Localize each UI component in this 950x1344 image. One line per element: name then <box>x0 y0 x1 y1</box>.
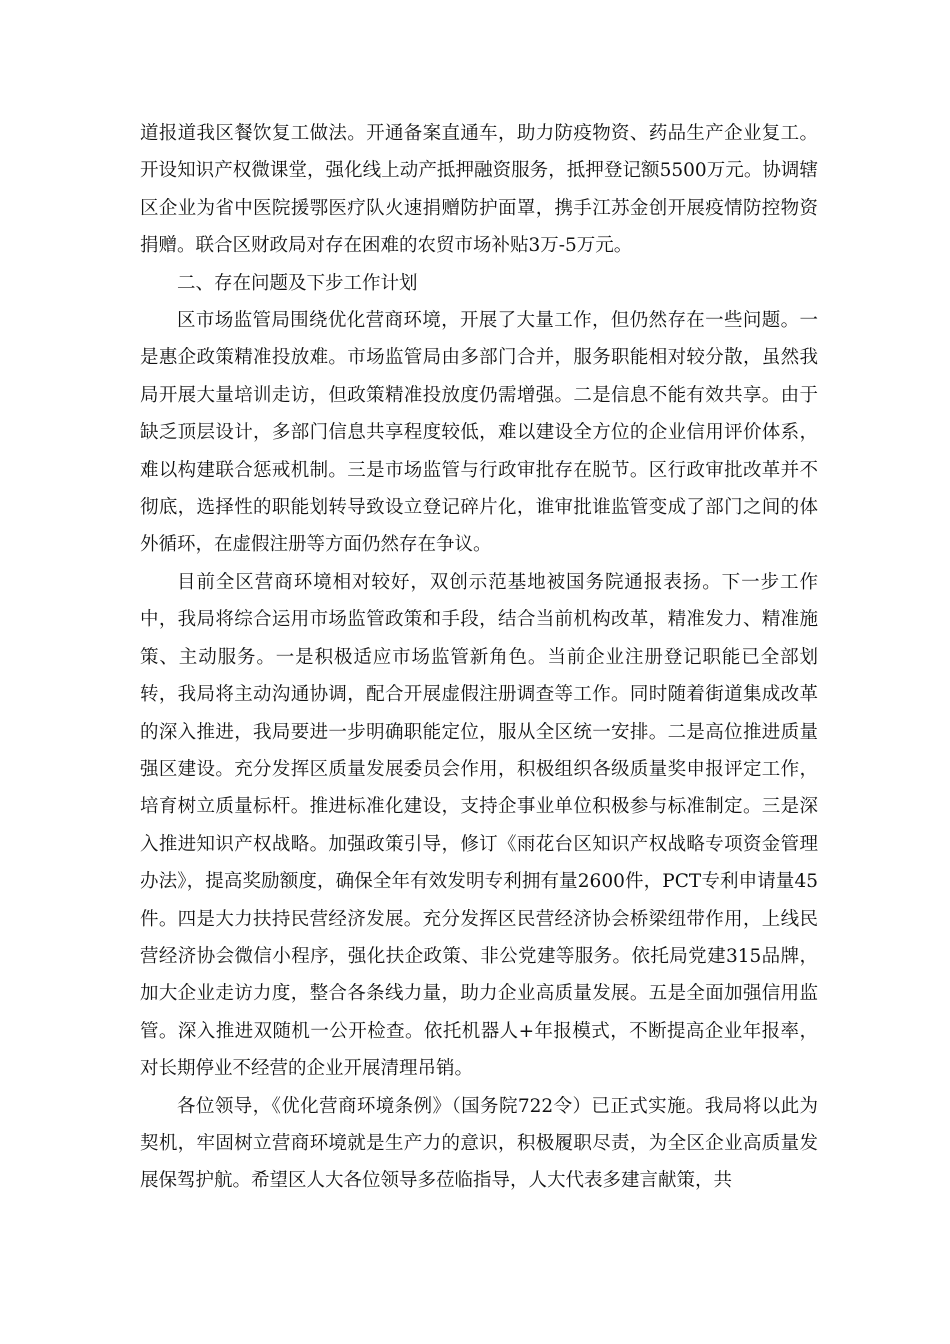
paragraph-3: 目前全区营商环境相对较好，双创示范基地被国务院通报表扬。下一步工作中，我局将综合运用市场监管政策和手段，结合当前机构改革，精准发力、精准施策、主动服务。一是积极适应市场监管新角色。当前企业注册登记职能已全部划转，我局将主动沟通协调，配合开展虚假注册调查等工作。同时随着街道集成改革的深入推进，我局要进一步明确职能定位，服从全区统一安排。二是高位推进质量强区建设。充分发挥区质量发展委员会作用，积极组织各级质量奖申报评定工作，培育树立质量标杆。推进标准化建设，支持企事业单位积极参与标准制定。三是深入推进知识产权战略。加强政策引导，修订《雨花台区知识产权战略专项资金管理办法》，提高奖励额度，确保全年有效发明专利拥有量2600件，PCT专利申请量45件。四是大力扶持民营经济发展。充分发挥区民营经济协会桥梁纽带作用，上线民营经济协会微信小程序，强化扶企政策、非公党建等服务。依托局党建315品牌，加大企业走访力度，整合各条线力量，助力企业高质量发展。五是全面加强信用监管。深入推进双随机一公开检查。依托机器人+年报模式，不断提高企业年报率，对长期停业不经营的企业开展清理吊销。 <box>140 571 818 1080</box>
section-heading: 二、存在问题及下步工作计划 <box>177 272 418 294</box>
paragraph-2: 区市场监管局围绕优化营商环境，开展了大量工作，但仍然存在一些问题。一是惠企政策精准投放难。市场监管局由多部门合并，服务职能相对较分散，虽然我局开展大量培训走访，但政策精准投放度仍需增强。二是信息不能有效共享。由于缺乏顶层设计，多部门信息共享程度较低，难以建设全方位的企业信用评价体系，难以构建联合惩戒机制。三是市场监管与行政审批存在脱节。区行政审批改革并不彻底，选择性的职能划转导致设立登记碎片化，谁审批谁监管变成了部门之间的体外循环，在虚假注册等方面仍然存在争议。 <box>140 310 818 556</box>
paragraph-1: 道报道我区餐饮复工做法。开通备案直通车，助力防疫物资、药品生产企业复工。开设知识产权微课堂，强化线上动产抵押融资服务，抵押登记额5500万元。协调辖区企业为省中医院援鄂医疗队火速捐赠防护面罩，携手江苏金创开展疫情防控物资捐赠。联合区财政局对存在困难的农贸市场补贴3万-5万元。 <box>140 123 818 257</box>
document-body <box>140 115 818 1200</box>
paragraph-4: 各位领导，《优化营商环境条例》（国务院722令）已正式实施。我局将以此为契机，牢固树立营商环境就是生产力的意识，积极履职尽责，为全区企业高质量发展保驾护航。希望区人大各位领导多莅临指导，人大代表多建言献策，共 <box>140 1095 818 1192</box>
